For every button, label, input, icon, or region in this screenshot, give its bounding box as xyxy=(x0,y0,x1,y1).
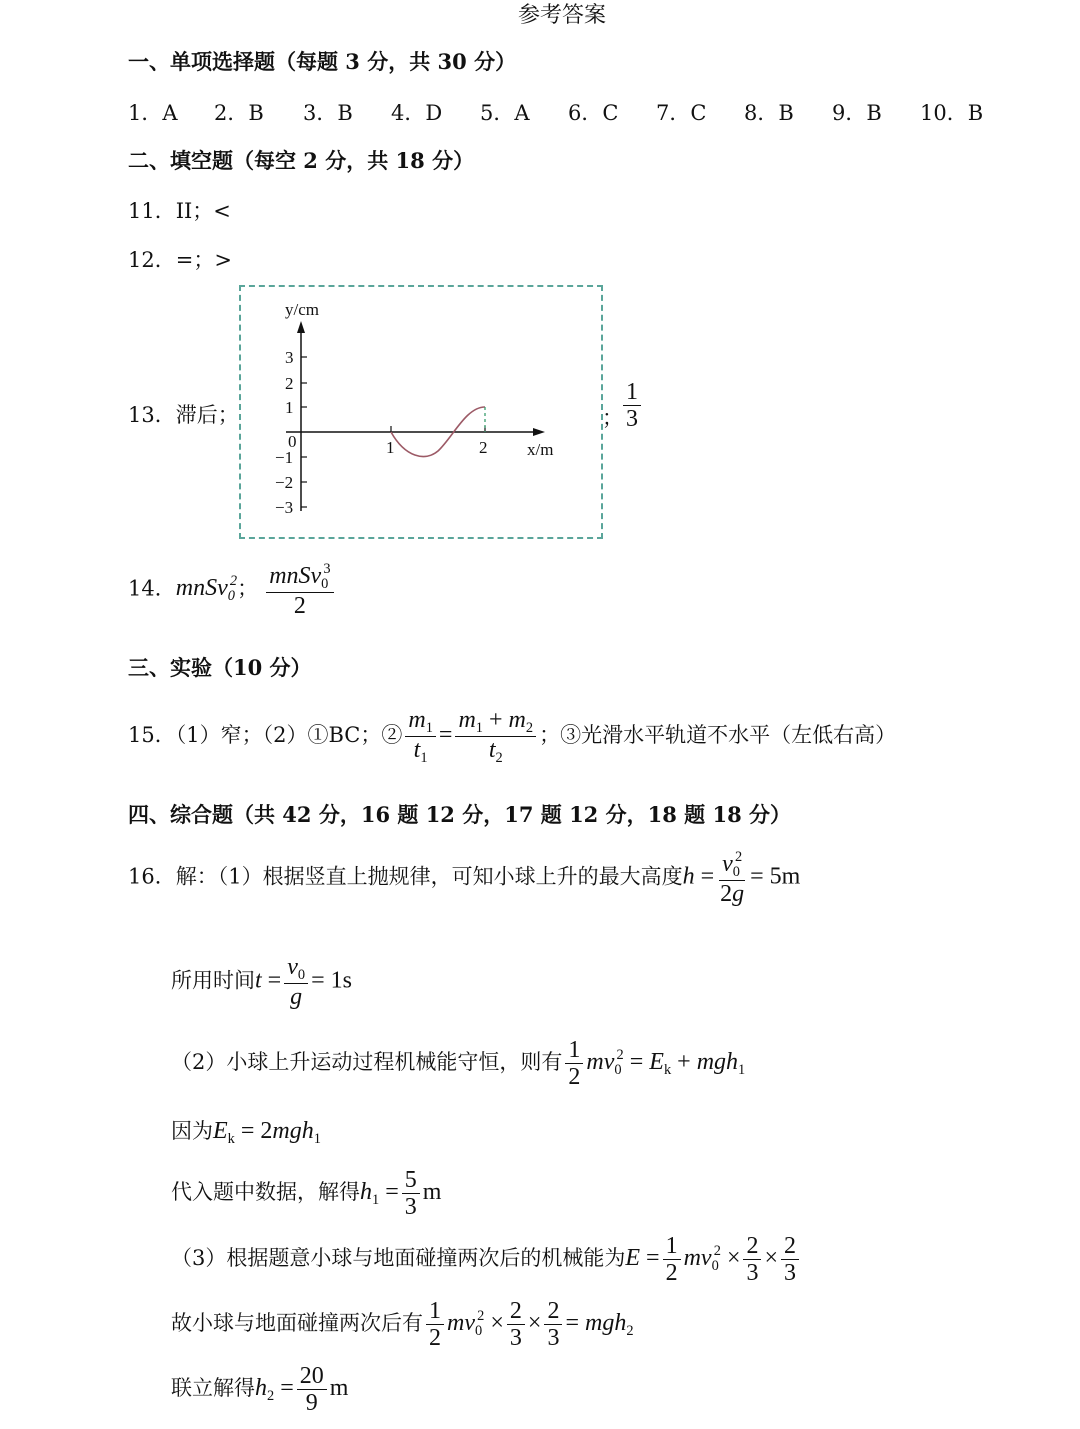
answer-15: 15．（1）窄；（2）①BC；② $\frac{m_1}{t_1}$ = $\frac{m_1 + m_2}{t_2}$ ；③光滑水平轨道不水平（左低右高） xyxy=(128,707,897,767)
y-tick-label: 3 xyxy=(285,348,294,367)
y-axis-arrow xyxy=(297,321,305,333)
mc-answer: 8．B xyxy=(744,101,794,125)
mc-answer: 3．B xyxy=(303,101,353,125)
answer-15-part2: ；③光滑水平轨道不水平（左低右高） xyxy=(539,723,897,748)
y-tick-label: −3 xyxy=(275,498,294,517)
q16-line1-result: = 5m xyxy=(750,863,801,890)
mc-answer: 4．D xyxy=(391,101,443,125)
answer-14-separator: ； xyxy=(237,576,259,601)
q16-line6-text: （3）根据题意小球与地面碰撞两次后的机械能为 xyxy=(171,1245,626,1270)
q16-line8-text: 联立解得 xyxy=(171,1375,255,1400)
fraction-numerator: 1 xyxy=(623,380,641,406)
section1-heading: 一、单项选择题（每题 3 分，共 30 分） xyxy=(128,49,517,74)
q16-line2: 所用时间t = $\frac{v_0}{g}$ = 1s xyxy=(171,954,352,1011)
x-tick-label: 2 xyxy=(479,438,488,457)
mc-answer: 10．B xyxy=(920,101,984,125)
mc-answer: 9．B xyxy=(832,101,882,125)
q16-line5-unit: m xyxy=(422,1178,442,1205)
q16-line2-result: = 1s xyxy=(311,967,352,994)
q16-line5: 代入题中数据，解得$h_1$ = $\frac{5}{3}$ m xyxy=(171,1167,442,1221)
y-tick-label: 2 xyxy=(285,374,294,393)
q16-line3: （2）小球上升运动过程机械能守恒，则有 $\frac{1}{2}$ $mv_0^2 = E_k + mgh_1$ xyxy=(171,1037,746,1091)
answer-13-label: 13．滞后； xyxy=(128,403,239,427)
answer-11: 11．II；< xyxy=(128,199,231,223)
q16-line3-text: （2）小球上升运动过程机械能守恒，则有 xyxy=(171,1049,563,1074)
section3-heading: 三、实验（10 分） xyxy=(128,655,312,680)
fraction-denominator: 2 xyxy=(293,593,306,620)
q16-line8: 联立解得$h_2$ = $\frac{20}{9}$ m xyxy=(171,1363,349,1417)
wave-graph xyxy=(241,287,601,537)
page-title: 参考答案 xyxy=(518,3,607,28)
fraction-denominator: 3 xyxy=(626,406,638,433)
mc-answer: 7．C xyxy=(656,101,707,125)
q16-line1: 16．解：（1）根据竖直上抛规律，可知小球上升的最大高度h = $\frac{v_0^2}{2g}$ = 5m xyxy=(128,849,801,908)
x-axis-arrow xyxy=(533,428,545,436)
section4-heading: 四、综合题（共 42 分，16 题 12 分，17 题 12 分，18 题 18 分） xyxy=(128,802,791,827)
mc-answer: 2．B xyxy=(214,101,264,125)
q16-line8-unit: m xyxy=(329,1374,349,1401)
mc-answer: 1．A xyxy=(128,101,178,125)
answer-14: 14．mnSv$_0^2$； $\frac{mnSv_0^3}{2}$ xyxy=(128,562,337,620)
y-axis-label: y/cm xyxy=(285,300,319,319)
q16-line7: 故小球与地面碰撞两次后有 $\frac{1}{2}$ $mv_0^2$ × $\frac{2}{3}$ × $\frac{2}{3}$ = mgh$_2$ xyxy=(171,1298,634,1352)
q16-line4: 因为$E_k = 2mgh_1$ xyxy=(171,1118,321,1148)
answer-12: 12．=；> xyxy=(128,248,232,272)
q16-line7-text: 故小球与地面碰撞两次后有 xyxy=(171,1310,423,1335)
q16-line6: （3）根据题意小球与地面碰撞两次后的机械能为E = $\frac{1}{2}$ $mv_0^2$ × $\frac{2}{3}$ × $\frac{2}{3}$ xyxy=(171,1234,802,1287)
answer-13-separator: ； xyxy=(602,406,623,430)
q16-line4-text: 因为 xyxy=(171,1119,213,1143)
wave-graph-box xyxy=(239,285,603,539)
q16-line2-text: 所用时间 xyxy=(171,968,255,993)
y-tick-label: −1 xyxy=(275,448,294,467)
answer-14-label: 14． xyxy=(128,576,176,601)
mc-answer: 5．A xyxy=(480,101,530,125)
section2-heading: 二、填空题（每空 2 分，共 18 分） xyxy=(128,148,475,173)
x-axis-label: x/m xyxy=(527,440,554,459)
answer-15-part1: 15．（1）窄；（2）①BC；② xyxy=(128,723,403,748)
origin-label: 0 xyxy=(288,432,297,451)
y-tick-label: 1 xyxy=(285,398,294,417)
mc-answer: 6．C xyxy=(568,101,619,125)
q16-line5-text: 代入题中数据，解得 xyxy=(171,1179,360,1204)
answer-13-fraction xyxy=(620,380,644,433)
x-tick-label: 1 xyxy=(386,438,395,457)
y-tick-label: −2 xyxy=(275,473,294,492)
q16-line1-text: 16．解：（1）根据竖直上抛规律，可知小球上升的最大高度 xyxy=(128,864,683,889)
